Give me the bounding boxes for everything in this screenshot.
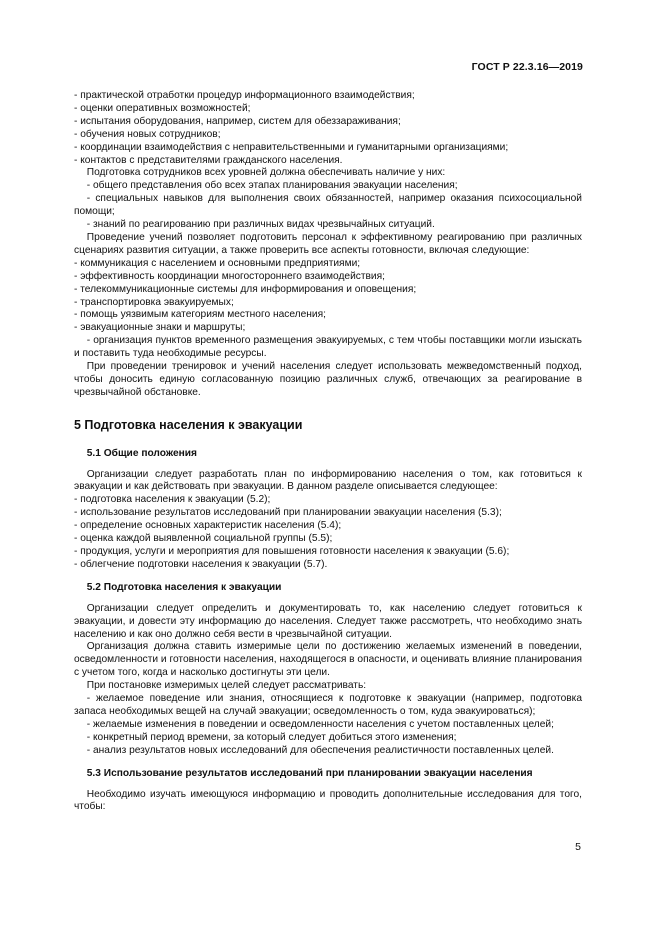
document-body xyxy=(74,90,582,814)
subsection-heading: 5.1 Общие положения xyxy=(86,447,197,459)
list-item: - знаний по реагированию при различных видах чрезвычайных ситуаций. xyxy=(86,219,435,231)
list-item: - желаемое поведение или знания, относящиеся к подготовке к эвакуации (например, подготовка запаса необходимых вещей на случай эвакуации; осведомленность о том, куда эвакуироваться); xyxy=(74,693,582,717)
list-item: - оценки оперативных возможностей; xyxy=(74,102,251,114)
list-item: - телекоммуникационные системы для информирования и оповещения; xyxy=(74,283,417,295)
list-item: - контактов с представителями гражданского населения. xyxy=(74,154,343,166)
paragraph: Проведение учений позволяет подготовить персонал к эффективному реагированию при различных сценариях развития ситуации, а также проверить все аспекты готовности, включая следующие: xyxy=(74,231,582,256)
list-item: - оценка каждой выявленной социальной группы (5.5); xyxy=(74,533,333,545)
list-item: - использование результатов исследований при планировании эвакуации населения (5.3); xyxy=(74,507,502,519)
list-item: - транспортировка эвакуируемых; xyxy=(74,296,234,308)
list-item: - конкретный период времени, за который следует добиться этого изменения; xyxy=(86,731,457,743)
list-item: - подготовка населения к эвакуации (5.2); xyxy=(74,494,271,506)
list-item: - специальных навыков для выполнения своих обязанностей, например оказания психосоциальной помощи; xyxy=(74,193,582,218)
list-item: - желаемые изменения в поведении и осведомленности населения с учетом поставленных целей; xyxy=(86,718,554,730)
subsection-heading: 5.2 Подготовка населения к эвакуации xyxy=(86,581,282,593)
list-item: - анализ результатов новых исследований для обеспечения реалистичности поставленных целей. xyxy=(86,744,554,756)
subsection-heading: 5.3 Использование результатов исследований при планировании эвакуации населения xyxy=(86,767,533,779)
standard-header: ГОСТ Р 22.3.16—2019 xyxy=(471,61,583,73)
paragraph: Подготовка сотрудников всех уровней должна обеспечивать наличие у них: xyxy=(86,167,446,179)
list-item: - определение основных характеристик населения (5.4); xyxy=(74,520,342,532)
paragraph: Необходимо изучать имеющуюся информацию и проводить дополнительные исследования для того, чтобы: xyxy=(74,788,582,813)
list-item: - обучения новых сотрудников; xyxy=(74,128,221,140)
list-item: - практической отработки процедур информационного взаимодействия; xyxy=(74,90,415,101)
list-item: - помощь уязвимым категориям местного населения; xyxy=(74,309,326,321)
list-item: - коммуникация с населением и основными предприятиями; xyxy=(74,257,361,269)
paragraph: Организация должна ставить измеримые цели по достижению желаемых изменений в поведении, осведомленности и готовности населения, находящегося в опасности, и оценивать влияние планирования с учетом того, когда и насколько достигнуты эти цели. xyxy=(74,641,582,679)
paragraph: При постановке измеримых целей следует рассматривать: xyxy=(86,680,367,692)
paragraph: Организации следует определить и документировать то, как населению следует готовиться к эвакуации, и довести эту информацию до населения. Следует также рассмотреть, что необходимо знать населению и как оно должно себя вести в чрезвычайной ситуации. xyxy=(74,602,582,640)
list-item: - продукция, услуги и мероприятия для повышения готовности населения к эвакуации (5.6); xyxy=(74,546,510,557)
list-item: - организация пунктов временного размещения эвакуируемых, с тем чтобы поставщики могли изыскать и поставить туда необходимые ресурсы. xyxy=(74,335,582,360)
page-number: 5 xyxy=(575,841,581,853)
list-item: - эвакуационные знаки и маршруты; xyxy=(74,322,246,334)
list-item: - испытания оборудования, например, систем для обеззараживания; xyxy=(74,115,401,127)
list-item: - координации взаимодействия с неправительственными и гуманитарными организациями; xyxy=(74,141,509,153)
list-item: - эффективность координации многостороннего взаимодействия; xyxy=(74,270,385,282)
list-item: - облегчение подготовки населения к эвакуации (5.7). xyxy=(74,558,328,570)
section-heading: 5 Подготовка населения к эвакуации xyxy=(74,417,303,432)
list-item: - общего представления обо всех этапах планирования эвакуации населения; xyxy=(86,180,458,192)
paragraph: При проведении тренировок и учений населения следует использовать межведомственный подход, чтобы доносить единую согласованную позицию различных служб, отвечающих за реагирование в чрезвычайной обстановке. xyxy=(74,361,582,398)
paragraph: Организации следует разработать план по информированию населения о том, как готовиться к эвакуации и как действовать при эвакуации. В данном разделе описывается следующее: xyxy=(74,468,582,493)
